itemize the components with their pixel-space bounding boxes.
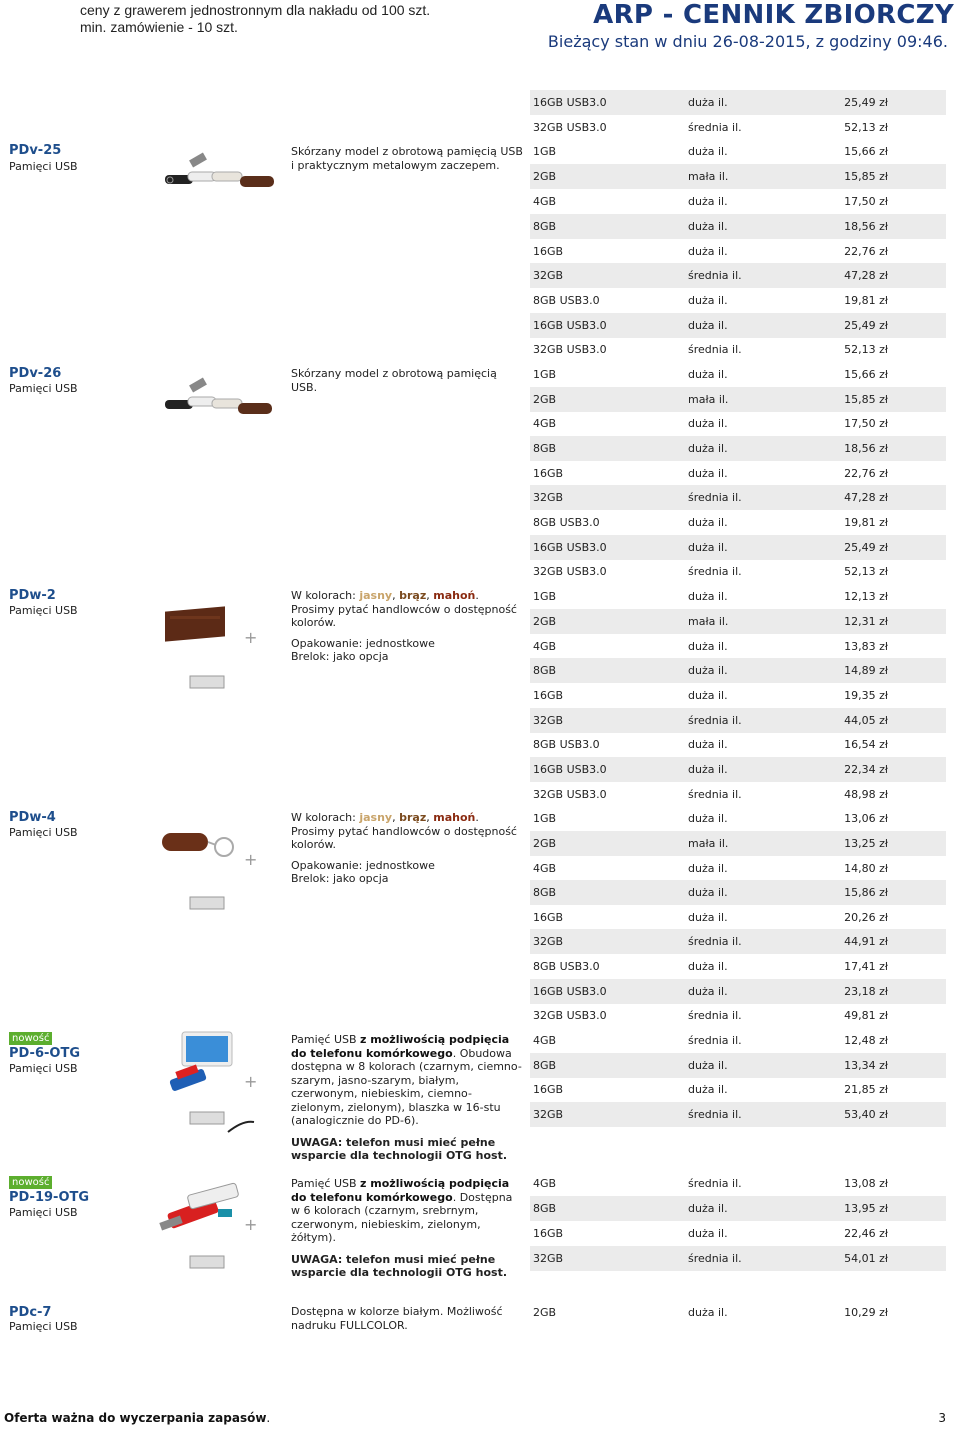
price-cell: 22,76 zł	[844, 467, 888, 480]
table-row	[530, 782, 946, 807]
price-cell: 15,86 zł	[844, 886, 888, 899]
size-cell: duża il.	[688, 467, 728, 480]
product-description	[291, 811, 523, 886]
price-cell: 47,28 zł	[844, 491, 888, 504]
product-description	[291, 589, 523, 664]
table-row	[530, 313, 946, 338]
table-row	[530, 757, 946, 782]
capacity-cell: 8GB USB3.0	[533, 738, 600, 751]
color-mahon: mahoń	[433, 811, 476, 824]
footer-text: Oferta ważna do wyczerpania zapasów	[4, 1411, 267, 1425]
desc-text: Pamięć USB	[291, 1033, 361, 1046]
capacity-cell: 2GB	[533, 837, 557, 850]
price-cell: 13,34 zł	[844, 1059, 888, 1072]
price-cell: 14,89 zł	[844, 664, 888, 677]
table-row	[530, 683, 946, 708]
desc-sep: ,	[426, 811, 434, 824]
footer-dot: .	[266, 1411, 271, 1425]
otg-warning: UWAGA: telefon musi mieć pełne wsparcie dla technologii OTG host.	[291, 1135, 508, 1162]
product-code: PDw-2	[9, 588, 56, 603]
capacity-cell: 1GB	[533, 590, 557, 603]
size-cell: średnia il.	[688, 714, 742, 727]
size-cell: duża il.	[688, 319, 728, 332]
size-cell: średnia il.	[688, 788, 742, 801]
capacity-cell: 32GB	[533, 1252, 564, 1265]
table-row	[530, 239, 946, 264]
new-badge: nowość	[9, 1032, 52, 1045]
size-cell: duża il.	[688, 1227, 728, 1240]
size-cell: duża il.	[688, 417, 728, 430]
size-cell: duża il.	[688, 145, 728, 158]
capacity-cell: 16GB	[533, 245, 564, 258]
product-category: Pamięci USB	[9, 1320, 78, 1333]
footer-note	[4, 1411, 270, 1425]
table-row	[530, 485, 946, 510]
product-description: Skórzany model z obrotową pamięcią USB i praktycznym metalowym zaczepem.	[291, 145, 523, 172]
price-cell: 22,34 zł	[844, 763, 888, 776]
capacity-cell: 16GB	[533, 911, 564, 924]
size-cell: duża il.	[688, 689, 728, 702]
capacity-cell: 8GB	[533, 664, 557, 677]
color-braz: brąz	[399, 589, 427, 602]
size-cell: mała il.	[688, 615, 729, 628]
size-cell: duża il.	[688, 985, 728, 998]
table-row	[530, 387, 946, 412]
product-code: PD-19-OTG	[9, 1190, 90, 1205]
capacity-cell: 32GB USB3.0	[533, 788, 607, 801]
table-row	[530, 609, 946, 634]
packaging-note: Opakowanie: jednostkowe	[291, 636, 435, 650]
price-cell: 18,56 zł	[844, 442, 888, 455]
capacity-cell: 8GB USB3.0	[533, 516, 600, 529]
capacity-cell: 32GB	[533, 269, 564, 282]
capacity-cell: 32GB	[533, 935, 564, 948]
capacity-cell: 32GB	[533, 714, 564, 727]
size-cell: duża il.	[688, 738, 728, 751]
product-category: Pamięci USB	[9, 1062, 78, 1075]
price-cell: 14,80 zł	[844, 862, 888, 875]
capacity-cell: 2GB	[533, 393, 557, 406]
price-cell: 15,66 zł	[844, 368, 888, 381]
size-cell: duża il.	[688, 862, 728, 875]
table-row	[530, 189, 946, 214]
table-row	[530, 806, 946, 831]
price-cell: 18,56 zł	[844, 220, 888, 233]
keychain-note: Brelok: jako opcja	[291, 872, 389, 885]
page-subtitle: Bieżący stan w dniu 26-08-2015, z godziny 09:46.	[547, 32, 948, 51]
product-description: Skórzany model z obrotową pamięcią USB.	[291, 367, 497, 394]
price-cell: 12,48 zł	[844, 1034, 888, 1047]
size-cell: duża il.	[688, 1202, 728, 1215]
price-cell: 44,91 zł	[844, 935, 888, 948]
table-row	[530, 559, 946, 584]
table-row	[530, 461, 946, 486]
product-code: PDc-7	[9, 1305, 52, 1320]
size-cell: duża il.	[688, 541, 728, 554]
header-note-line1: ceny z grawerem jednostronnym dla nakładu od 100 szt.	[80, 2, 431, 18]
size-cell: duża il.	[688, 960, 728, 973]
packaging-box-image	[188, 893, 228, 913]
table-row	[530, 831, 946, 856]
capacity-cell: 32GB USB3.0	[533, 565, 607, 578]
size-cell: duża il.	[688, 640, 728, 653]
size-cell: średnia il.	[688, 1034, 742, 1047]
leather-usb-image	[160, 375, 280, 425]
desc-sep: ,	[392, 589, 400, 602]
price-cell: 52,13 zł	[844, 565, 888, 578]
price-cell: 10,29 zł	[844, 1306, 888, 1319]
capacity-cell: 16GB	[533, 689, 564, 702]
table-row	[530, 139, 946, 164]
capacity-cell: 8GB	[533, 1202, 557, 1215]
capacity-cell: 32GB	[533, 1108, 564, 1121]
table-row	[530, 1246, 946, 1271]
otg-usb-phone-image	[162, 1030, 242, 1100]
table-row	[530, 1077, 946, 1102]
size-cell: duża il.	[688, 245, 728, 258]
product-code: PDw-4	[9, 810, 56, 825]
size-cell: mała il.	[688, 837, 729, 850]
product-description: Dostępna w kolorze białym. Możliwość nadruku FULLCOLOR.	[291, 1305, 503, 1332]
desc-text: W kolorach:	[291, 811, 360, 824]
color-jasny: jasny	[359, 589, 393, 602]
table-row	[530, 732, 946, 757]
leather-usb-image	[160, 150, 280, 200]
price-cell: 22,46 zł	[844, 1227, 888, 1240]
color-mahon: mahoń	[433, 589, 476, 602]
price-cell: 16,54 zł	[844, 738, 888, 751]
size-cell: średnia il.	[688, 343, 742, 356]
capacity-cell: 16GB USB3.0	[533, 319, 607, 332]
price-cell: 15,85 zł	[844, 170, 888, 183]
capacity-cell: 4GB	[533, 640, 557, 653]
table-row	[530, 90, 946, 115]
price-cell: 19,81 zł	[844, 294, 888, 307]
price-cell: 17,50 zł	[844, 417, 888, 430]
table-row	[530, 1053, 946, 1078]
price-cell: 53,40 zł	[844, 1108, 888, 1121]
product-code: PDv-25	[9, 143, 62, 158]
size-cell: duża il.	[688, 220, 728, 233]
product-description	[291, 1033, 523, 1163]
price-cell: 22,76 zł	[844, 245, 888, 258]
price-cell: 25,49 zł	[844, 96, 888, 109]
capacity-cell: 16GB USB3.0	[533, 96, 607, 109]
table-row	[530, 880, 946, 905]
otg-usb-multicolor-image	[158, 1175, 258, 1245]
product-description	[291, 1177, 523, 1280]
price-cell: 12,13 zł	[844, 590, 888, 603]
price-cell: 19,35 zł	[844, 689, 888, 702]
packaging-box-image	[188, 1252, 228, 1272]
price-cell: 15,85 zł	[844, 393, 888, 406]
size-cell: duża il.	[688, 886, 728, 899]
size-cell: średnia il.	[688, 491, 742, 504]
wooden-usb-keychain-image	[160, 825, 250, 865]
table-row	[530, 634, 946, 659]
packaging-note: Opakowanie: jednostkowe	[291, 858, 435, 872]
size-cell: duża il.	[688, 195, 728, 208]
size-cell: duża il.	[688, 96, 728, 109]
table-row	[530, 658, 946, 683]
capacity-cell: 16GB USB3.0	[533, 763, 607, 776]
capacity-cell: 2GB	[533, 170, 557, 183]
table-row	[530, 535, 946, 560]
desc-text: . Dostępna w 6 kolorach (czarnym, srebrnym, czerwonym, niebieskim, zielonym, żółtym).	[291, 1190, 513, 1244]
capacity-cell: 16GB	[533, 1083, 564, 1096]
capacity-cell: 8GB	[533, 886, 557, 899]
desc-text: . Obudowa dostępna w 8 kolorach (czarnym, ciemno-szarym, jasno-szarym, białym, czerwonym, niebieskim, ciemno-zielonym, zielonym), blaszka w 16-stu (analogicznie do PD-6).	[291, 1046, 522, 1127]
size-cell: duża il.	[688, 294, 728, 307]
price-cell: 15,66 zł	[844, 145, 888, 158]
table-row	[530, 929, 946, 954]
price-cell: 52,13 zł	[844, 121, 888, 134]
size-cell: średnia il.	[688, 269, 742, 282]
price-cell: 13,25 zł	[844, 837, 888, 850]
price-cell: 17,41 zł	[844, 960, 888, 973]
desc-highlight: z możliwością podpięcia do telefonu komórkowego	[291, 1033, 510, 1060]
desc-highlight: z możliwością podpięcia do telefonu komórkowego	[291, 1177, 510, 1204]
size-cell: średnia il.	[688, 1009, 742, 1022]
capacity-cell: 2GB	[533, 1306, 557, 1319]
header-note-line2: min. zamówienie - 10 szt.	[80, 19, 238, 35]
product-code: PD-6-OTG	[9, 1046, 80, 1061]
table-row	[530, 337, 946, 362]
price-cell: 48,98 zł	[844, 788, 888, 801]
table-row	[530, 115, 946, 140]
table-row	[530, 1102, 946, 1127]
desc-sep: ,	[426, 589, 434, 602]
capacity-cell: 1GB	[533, 145, 557, 158]
size-cell: duża il.	[688, 763, 728, 776]
table-row	[530, 1221, 946, 1246]
table-row	[530, 1003, 946, 1028]
price-cell: 12,31 zł	[844, 615, 888, 628]
capacity-cell: 16GB	[533, 467, 564, 480]
capacity-cell: 8GB USB3.0	[533, 294, 600, 307]
color-jasny: jasny	[359, 811, 393, 824]
otg-warning: UWAGA: telefon musi mieć pełne wsparcie dla technologii OTG host.	[291, 1252, 508, 1279]
table-row	[530, 1300, 946, 1325]
size-cell: średnia il.	[688, 565, 742, 578]
packaging-box-image	[188, 672, 228, 692]
table-row	[530, 164, 946, 189]
capacity-cell: 16GB	[533, 1227, 564, 1240]
size-cell: duża il.	[688, 516, 728, 529]
size-cell: duża il.	[688, 1083, 728, 1096]
capacity-cell: 1GB	[533, 812, 557, 825]
capacity-cell: 32GB USB3.0	[533, 1009, 607, 1022]
table-row	[530, 584, 946, 609]
product-category: Pamięci USB	[9, 382, 78, 395]
capacity-cell: 4GB	[533, 195, 557, 208]
product-category: Pamięci USB	[9, 826, 78, 839]
plus-icon: +	[244, 1215, 258, 1234]
price-cell: 23,18 zł	[844, 985, 888, 998]
size-cell: średnia il.	[688, 1252, 742, 1265]
price-cell: 13,83 zł	[844, 640, 888, 653]
size-cell: duża il.	[688, 590, 728, 603]
table-row	[530, 1028, 946, 1053]
product-category: Pamięci USB	[9, 160, 78, 173]
desc-sep: ,	[392, 811, 400, 824]
price-cell: 17,50 zł	[844, 195, 888, 208]
price-cell: 21,85 zł	[844, 1083, 888, 1096]
size-cell: duża il.	[688, 368, 728, 381]
table-row	[530, 856, 946, 881]
capacity-cell: 4GB	[533, 417, 557, 430]
desc-text: . Prosimy pytać handlowców o dostępność kolorów.	[291, 811, 517, 851]
capacity-cell: 4GB	[533, 862, 557, 875]
table-row	[530, 510, 946, 535]
size-cell: duża il.	[688, 812, 728, 825]
price-cell: 25,49 zł	[844, 319, 888, 332]
product-code: PDv-26	[9, 366, 62, 381]
packaging-and-lanyard-image	[188, 1110, 258, 1135]
size-cell: średnia il.	[688, 121, 742, 134]
capacity-cell: 8GB	[533, 442, 557, 455]
size-cell: średnia il.	[688, 1108, 742, 1121]
page-title: ARP - CENNIK ZBIORCZY	[593, 0, 954, 30]
table-row	[530, 436, 946, 461]
desc-text: . Prosimy pytać handlowców o dostępność kolorów.	[291, 589, 517, 629]
table-row	[530, 1171, 946, 1196]
color-braz: brąz	[399, 811, 427, 824]
capacity-cell: 8GB USB3.0	[533, 960, 600, 973]
size-cell: średnia il.	[688, 935, 742, 948]
size-cell: duża il.	[688, 664, 728, 677]
page-number: 3	[938, 1411, 946, 1425]
capacity-cell: 32GB USB3.0	[533, 343, 607, 356]
size-cell: mała il.	[688, 393, 729, 406]
table-row	[530, 288, 946, 313]
desc-text: W kolorach:	[291, 589, 360, 602]
header-note	[80, 2, 430, 36]
capacity-cell: 8GB	[533, 220, 557, 233]
price-cell: 19,81 zł	[844, 516, 888, 529]
price-cell: 54,01 zł	[844, 1252, 888, 1265]
capacity-cell: 1GB	[533, 368, 557, 381]
plus-icon: +	[244, 1072, 258, 1091]
product-category: Pamięci USB	[9, 1206, 78, 1219]
wooden-usb-image	[160, 600, 240, 650]
keychain-note: Brelok: jako opcja	[291, 650, 389, 663]
price-cell: 13,08 zł	[844, 1177, 888, 1190]
capacity-cell: 8GB	[533, 1059, 557, 1072]
table-row	[530, 1196, 946, 1221]
table-row	[530, 411, 946, 436]
capacity-cell: 16GB USB3.0	[533, 541, 607, 554]
table-row	[530, 362, 946, 387]
table-row	[530, 954, 946, 979]
table-row	[530, 263, 946, 288]
price-cell: 49,81 zł	[844, 1009, 888, 1022]
price-cell: 52,13 zł	[844, 343, 888, 356]
capacity-cell: 2GB	[533, 615, 557, 628]
price-cell: 13,95 zł	[844, 1202, 888, 1215]
capacity-cell: 4GB	[533, 1177, 557, 1190]
price-cell: 13,06 zł	[844, 812, 888, 825]
price-cell: 20,26 zł	[844, 911, 888, 924]
table-row	[530, 214, 946, 239]
size-cell: duża il.	[688, 1059, 728, 1072]
size-cell: mała il.	[688, 170, 729, 183]
size-cell: duża il.	[688, 442, 728, 455]
size-cell: średnia il.	[688, 1177, 742, 1190]
product-category: Pamięci USB	[9, 604, 78, 617]
table-row	[530, 979, 946, 1004]
price-cell: 25,49 zł	[844, 541, 888, 554]
size-cell: duża il.	[688, 1306, 728, 1319]
table-row	[530, 905, 946, 930]
capacity-cell: 16GB USB3.0	[533, 985, 607, 998]
plus-icon: +	[244, 850, 258, 869]
capacity-cell: 32GB	[533, 491, 564, 504]
capacity-cell: 4GB	[533, 1034, 557, 1047]
price-cell: 47,28 zł	[844, 269, 888, 282]
desc-text: Pamięć USB	[291, 1177, 361, 1190]
price-cell: 44,05 zł	[844, 714, 888, 727]
size-cell: duża il.	[688, 911, 728, 924]
capacity-cell: 32GB USB3.0	[533, 121, 607, 134]
new-badge: nowość	[9, 1176, 52, 1189]
table-row	[530, 708, 946, 733]
plus-icon: +	[244, 628, 258, 647]
